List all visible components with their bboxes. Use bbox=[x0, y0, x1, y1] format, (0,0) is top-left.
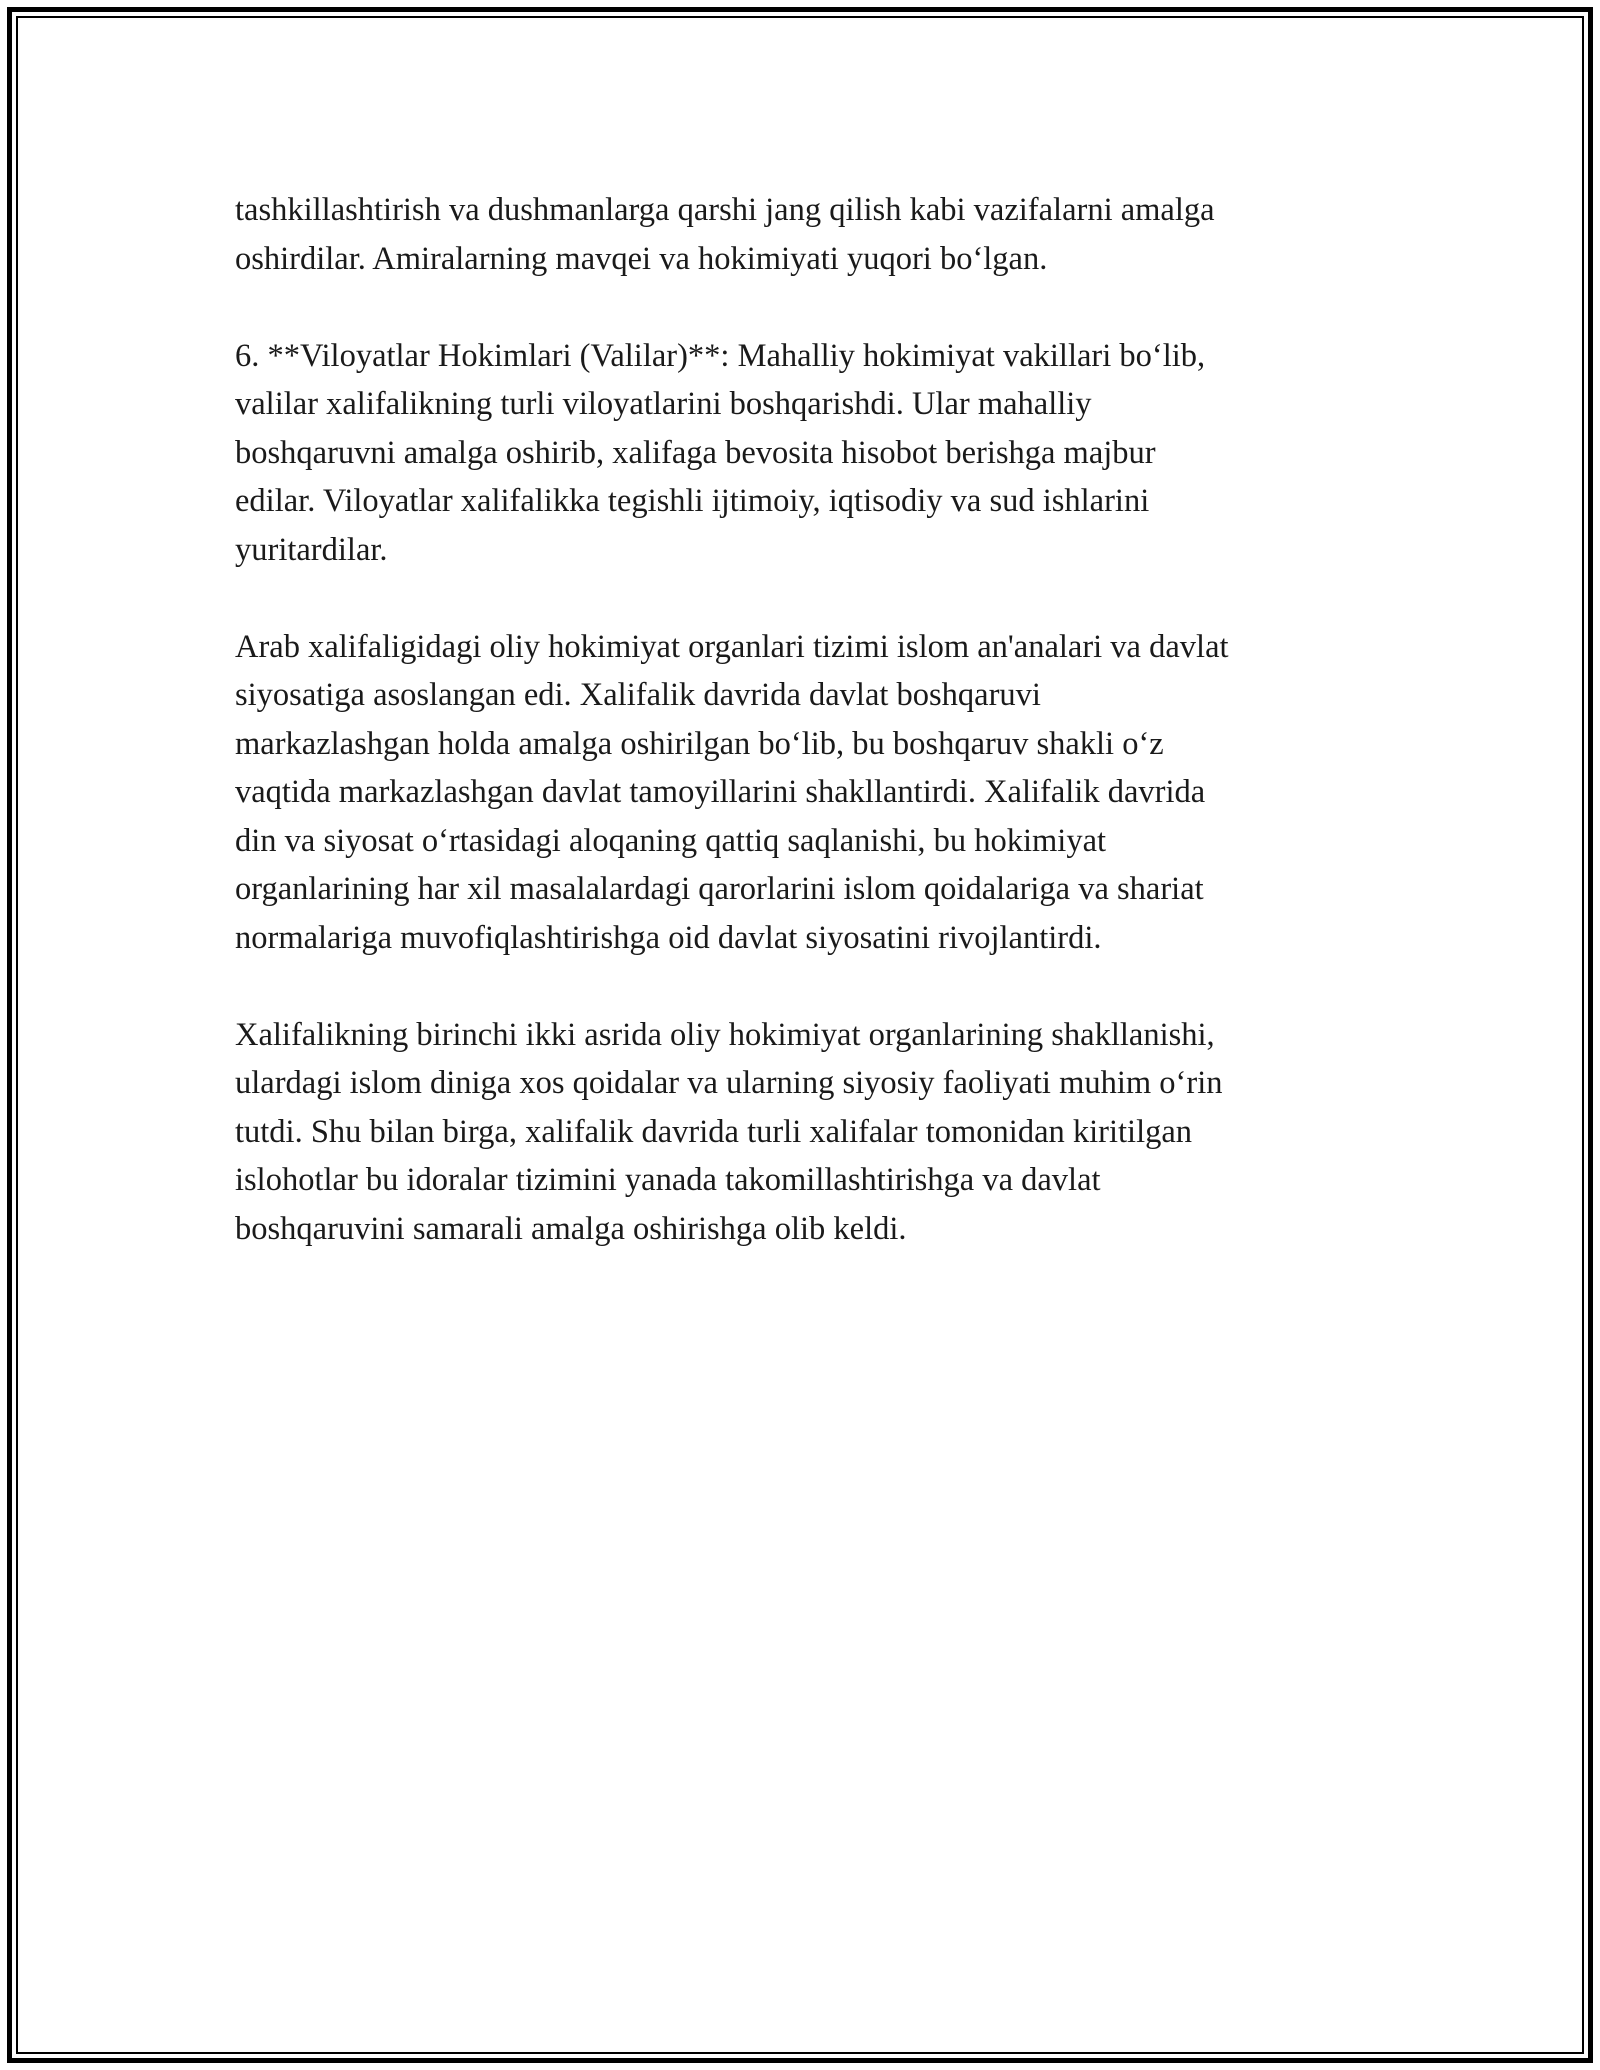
text-line: yuritardilar. bbox=[235, 531, 388, 568]
text-line: boshqaruvini samarali amalga oshirishga olib keldi. bbox=[235, 1210, 907, 1247]
text-line: tutdi. Shu bilan birga, xalifalik davrida turli xalifalar tomonidan kiritilgan bbox=[235, 1113, 1193, 1150]
paragraph-amirs-continuation bbox=[235, 186, 1395, 283]
text-line: normalariga muvofiqlashtirishga oid davlat siyosatini rivojlantirdi. bbox=[235, 919, 1102, 956]
text-line: Xalifalikning birinchi ikki asrida oliy hokimiyat organlarining shakllanishi, bbox=[235, 1016, 1215, 1053]
text-line: Arab xalifaligidagi oliy hokimiyat organlari tizimi islom an'analari va davlat bbox=[235, 628, 1229, 665]
text-line: 6. **Viloyatlar Hokimlari (Valilar)**: Mahalliy hokimiyat vakillari bo‘lib, bbox=[235, 337, 1206, 374]
text-line: markazlashgan holda amalga oshirilgan bo‘lib, bu boshqaruv shakli o‘z bbox=[235, 725, 1164, 762]
text-line: organlarining har xil masalalardagi qarorlarini islom qoidalariga va shariat bbox=[235, 871, 1204, 907]
paragraph-conclusion bbox=[235, 1011, 1395, 1254]
text-line: islohotlar bu idoralar tizimini yanada takomillashtirishga va davlat bbox=[235, 1162, 1101, 1198]
document-body bbox=[235, 186, 1395, 1302]
text-line: ulardagi islom diniga xos qoidalar va ularning siyosiy faoliyati muhim o‘rin bbox=[235, 1065, 1223, 1101]
text-line: siyosatiga asoslangan edi. Xalifalik davrida davlat boshqaruvi bbox=[235, 677, 1041, 713]
text-line: tashkillashtirish va dushmanlarga qarshi jang qilish kabi vazifalarni amalga bbox=[235, 192, 1215, 228]
text-line: valilar xalifalikning turli viloyatlarini boshqarishdi. Ular mahalliy bbox=[235, 386, 1092, 422]
paragraph-provincial-governors bbox=[235, 332, 1395, 575]
paragraph-system-summary bbox=[235, 623, 1395, 963]
text-line: vaqtida markazlashgan davlat tamoyillarini shakllantirdi. Xalifalik davrida bbox=[235, 774, 1206, 810]
text-line: oshirdilar. Amiralarning mavqei va hokimiyati yuqori bo‘lgan. bbox=[235, 240, 1048, 277]
text-line: din va siyosat o‘rtasidagi aloqaning qattiq saqlanishi, bu hokimiyat bbox=[235, 822, 1107, 859]
text-line: boshqaruvni amalga oshirib, xalifaga bevosita hisobot berishga majbur bbox=[235, 434, 1156, 471]
text-line: edilar. Viloyatlar xalifalikka tegishli ijtimoiy, iqtisodiy va sud ishlarini bbox=[235, 483, 1150, 519]
